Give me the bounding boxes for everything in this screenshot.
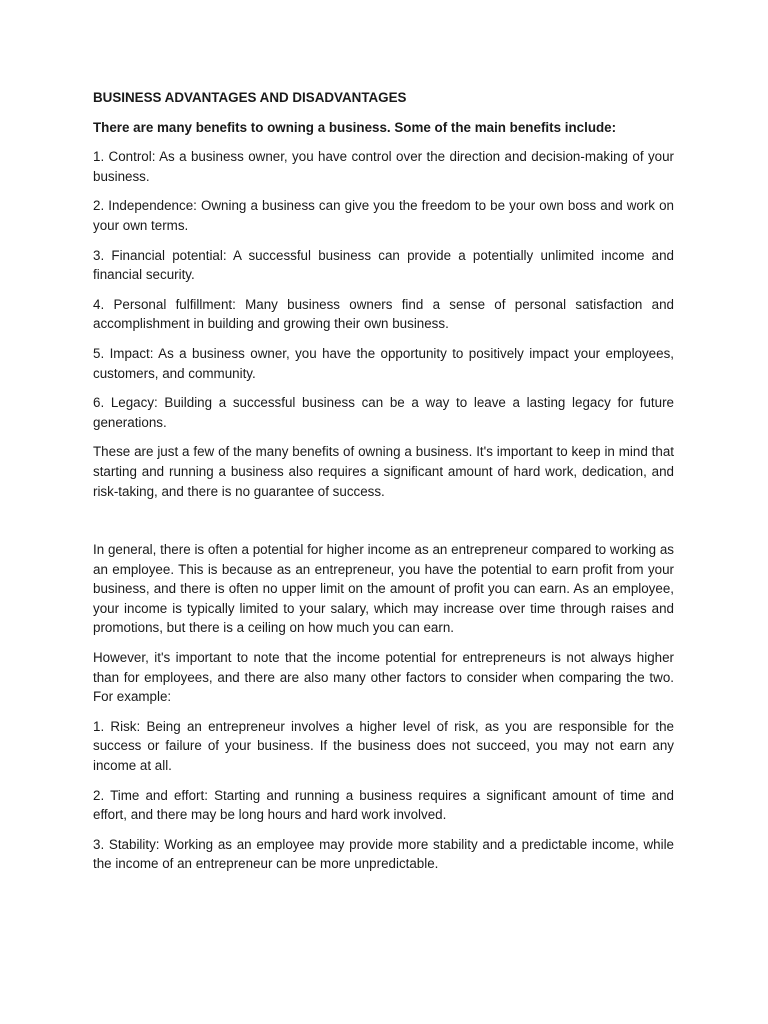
benefit-item-financial-potential: 3. Financial potential: A successful business can provide a potentially unlimited income and financial security. [93, 247, 674, 283]
benefit-item-independence: 2. Independence: Owning a business can give you the freedom to be your own boss and work on your own terms. [93, 198, 674, 233]
benefit-item-control: 1. Control: As a business owner, you have control over the direction and decision-making of your business. [93, 149, 674, 184]
factor-item-time-and-effort: 2. Time and effort: Starting and running a business requires a significant amount of time and effort, and there may be long hours and hard work involved. [93, 787, 674, 823]
benefit-item-impact: 5. Impact: As a business owner, you have the opportunity to positively impact your employees, customers, and community. [93, 345, 674, 381]
factor-item-stability: 3. Stability: Working as an employee may provide more stability and a predictable income, while the income of an entrepreneur can be more unpredictable. [93, 836, 674, 872]
document-title: BUSINESS ADVANTAGES AND DISADVANTAGES [93, 90, 407, 105]
benefits-intro: There are many benefits to owning a business. Some of the main benefits include: [93, 119, 617, 135]
benefit-item-legacy: 6. Legacy: Building a successful business can be a way to leave a lasting legacy for future generations. [93, 395, 674, 430]
income-paragraph: In general, there is often a potential for higher income as an entrepreneur compared to working as an employee. This is because as an entrepreneur, you have the potential to earn profit from your business, and there is often no upper limit on the amount of profit you can earn. As an employee, your income is typically limited to your salary, which may increase over time through raises and promotions, but there is a ceiling on how much you can earn. [93, 542, 674, 636]
benefits-summary: These are just a few of the many benefits of owning a business. It's important to keep in mind that starting and running a business also requires a significant amount of hard work, dedication, and risk-taking, and there is no guarantee of success. [93, 444, 674, 499]
section-spacer [93, 511, 674, 540]
factor-item-risk: 1. Risk: Being an entrepreneur involves a higher level of risk, as you are responsible for the success or failure of your business. If the business does not succeed, you may not earn any income at all. [93, 718, 674, 774]
benefit-item-personal-fulfillment: 4. Personal fulfillment: Many business owners find a sense of personal satisfaction and accomplishment in building and growing their own business. [93, 296, 674, 332]
document-page [93, 88, 674, 884]
however-paragraph: However, it's important to note that the income potential for entrepreneurs is not always higher than for employees, and there are also many other factors to consider when comparing the two. For example: [93, 650, 674, 705]
